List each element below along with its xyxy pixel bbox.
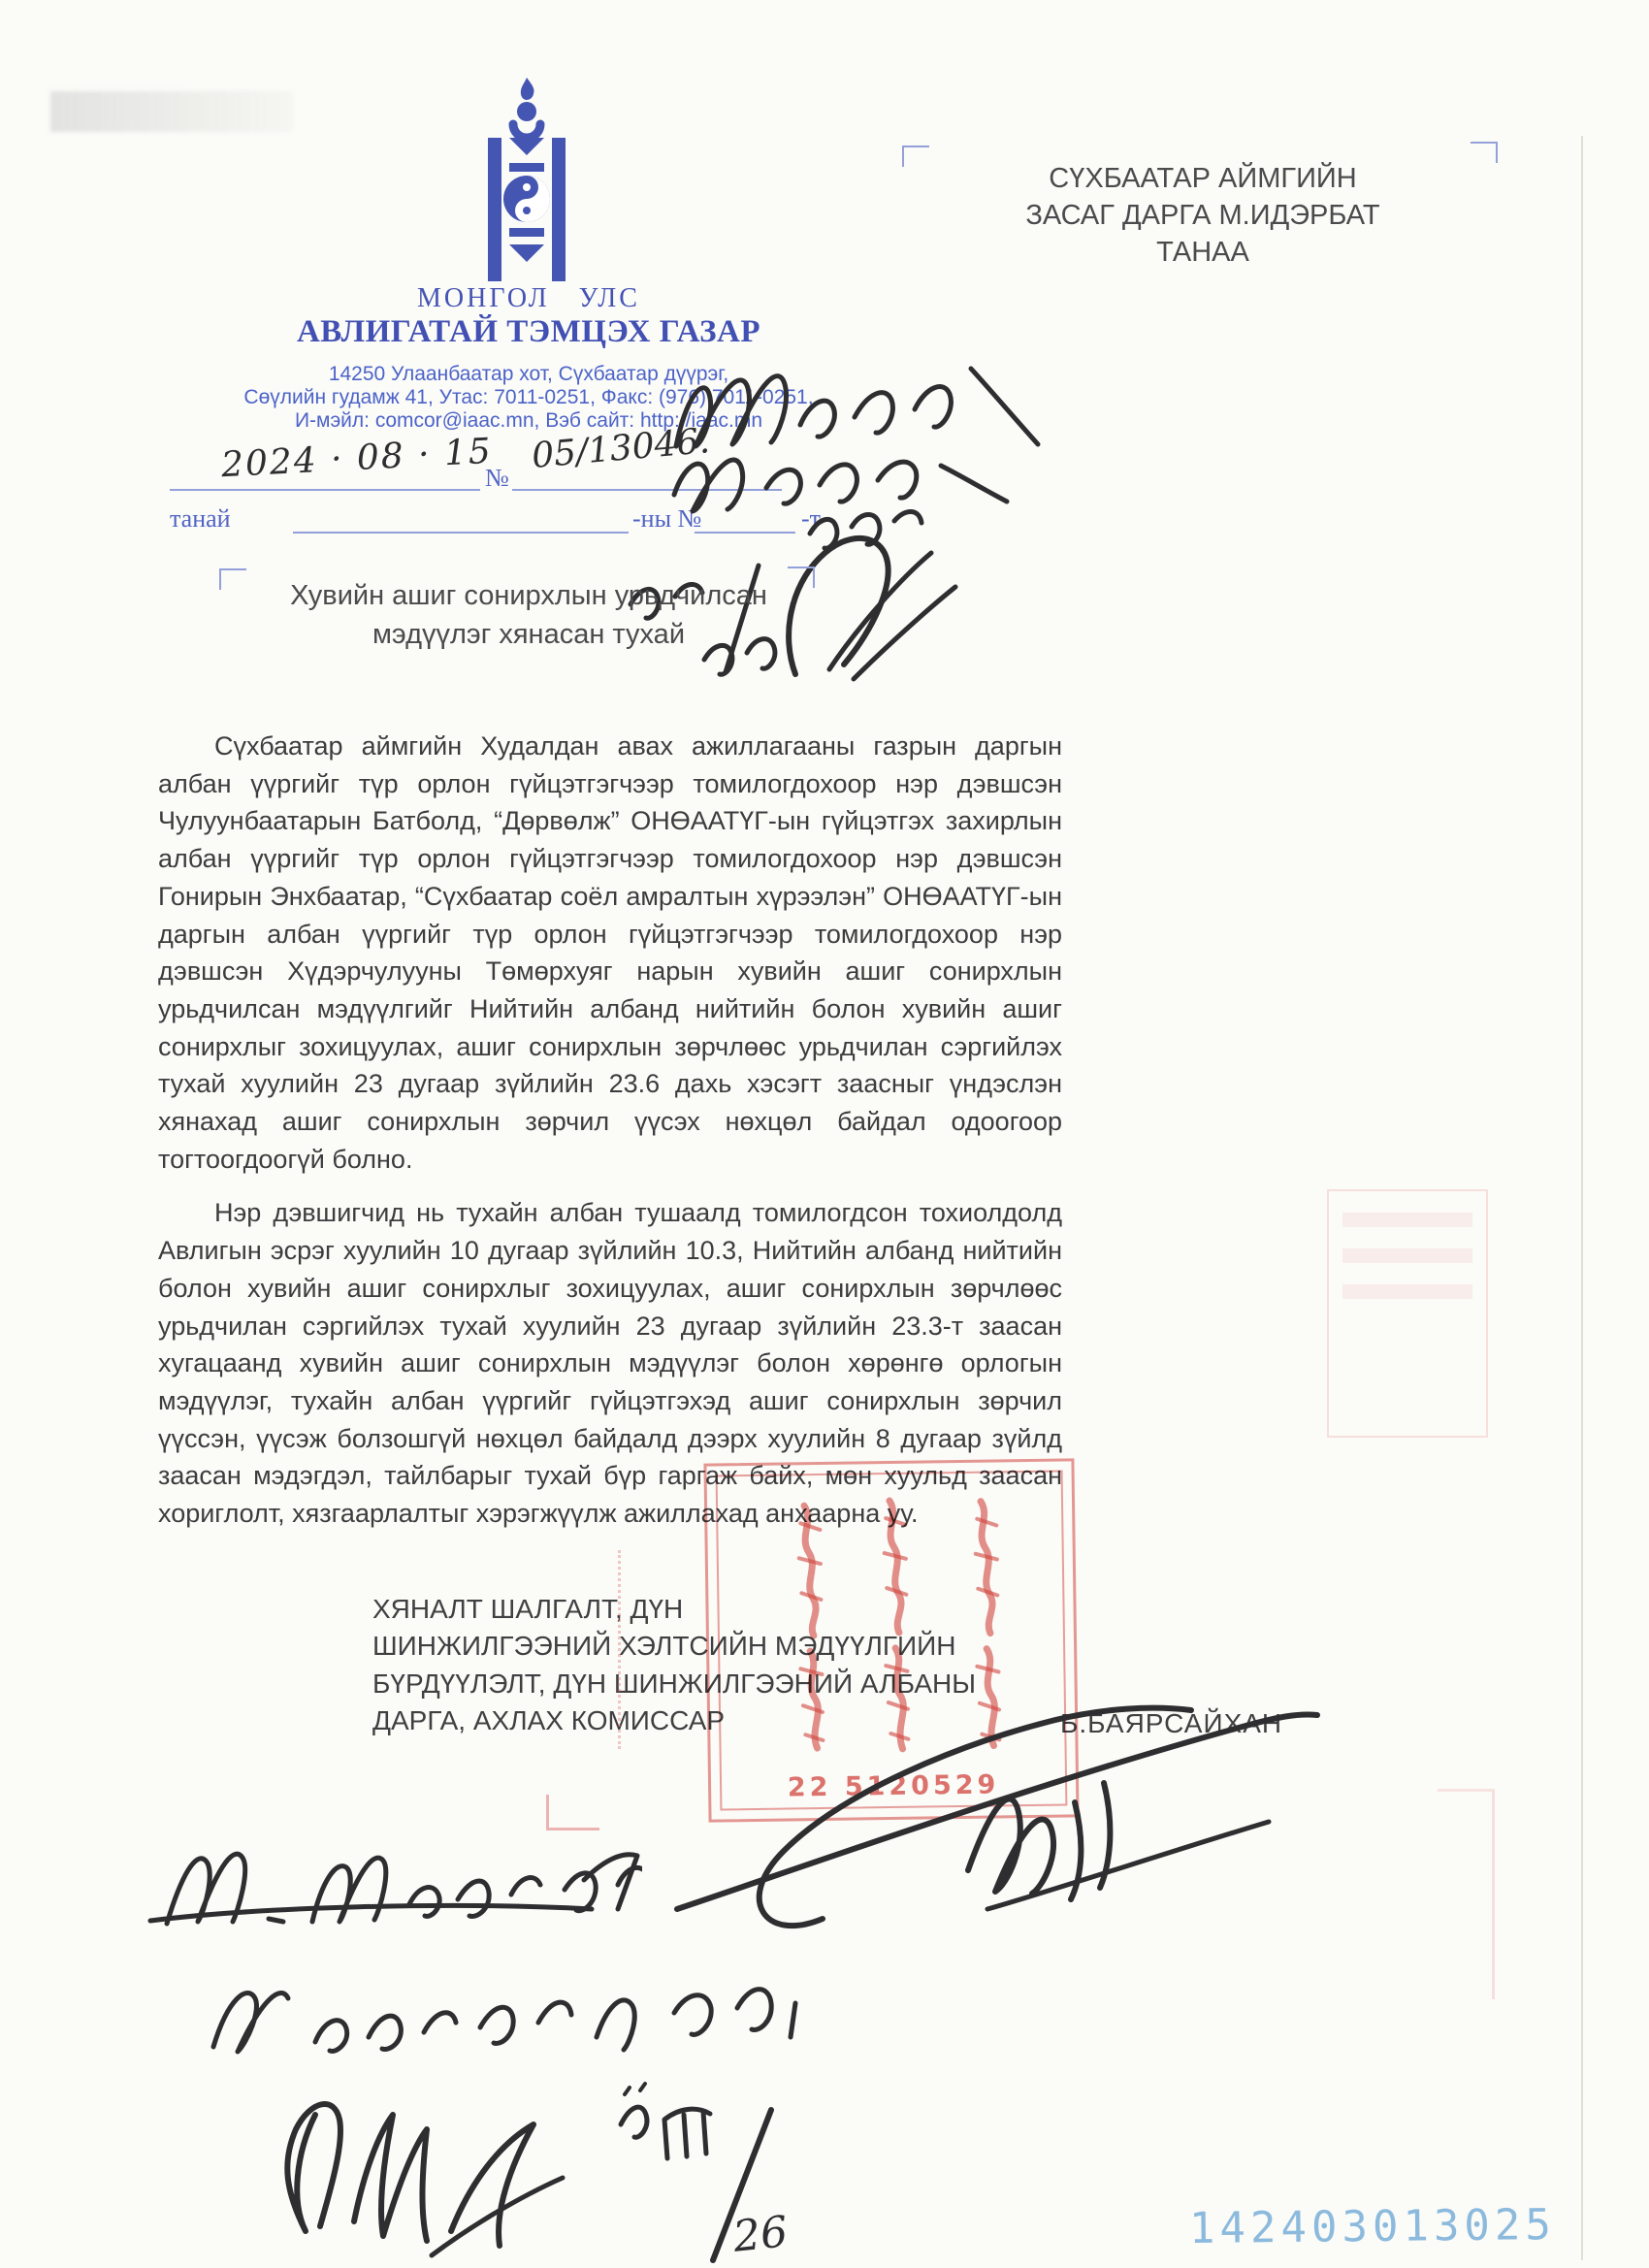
country-name: МОНГОЛ УЛС — [417, 283, 640, 313]
body-paragraph-2: Нэр дэвшигчид нь тухайн албан тушаалд томилогдсон тохиолдолд Авлигын эсрэг хуулийн 10 дугаар зүйлийн 10.3, Нийтийн албанд нийтийн болон хувийн ашиг сонирхлыг зохицуулах, ашиг сонирхлын зөрчлөөс урьдчилан сэргийлэх тухай хуулийн 23 дугаар зүйлийн 23.3-т заасан хугацаанд хувийн ашиг сонирхлын мэдүүлэг болон хөрөнгө орлогын мэдүүлэг, тухайн албан үүргийг гүйцэтгэхэд ашиг сонирхлын зөрчил үүссэн, үүсэж болзошгүй нөхцөл байдалд дээрх хуулийн 8 дугаар зүйлд заасан мэдэгдэл, тайлбарыг тухай бүр гаргаж байх, мөн хуульд заасан хориглолт, хязгаарлалтыг хэрэгжүүлж ажиллахад анхаарна уу. — [158, 1198, 1062, 1529]
your-underline — [293, 506, 629, 534]
scan-edge-line — [1581, 136, 1583, 2260]
to-suffix: -т — [801, 504, 822, 533]
handwritten-page-number: 26 — [730, 2207, 791, 2262]
scan-smudge — [50, 91, 293, 132]
address-line-3: И-мэйл: comcor@iaac.mn, Вэб сайт: http://iaac.mn — [294, 409, 763, 432]
subject-line-2: мэдүүлэг хянасан тухай — [372, 619, 686, 650]
date-underline — [170, 464, 480, 491]
number-sign: № — [485, 464, 509, 492]
subject-line-1: Хувийн ашиг сонирхлын урьдчилсан — [290, 580, 767, 611]
pink-fragment-bar — [1342, 1248, 1472, 1263]
stamp-ghost-line — [618, 1550, 621, 1749]
handwritten-name-underline — [141, 1892, 606, 1935]
stamp-serial-number: 22 5120529 — [787, 1769, 1000, 1803]
your-label: танай — [170, 504, 231, 533]
handwritten-doc-number: 05/13046. — [530, 421, 712, 476]
recipient-block — [912, 160, 1494, 271]
agency-name: АВЛИГАТАЙ ТЭМЦЭХ ГАЗАР — [296, 314, 761, 349]
handwritten-date: 2024 · 08 · 15 — [220, 431, 494, 486]
page-fraction-mark — [582, 2081, 854, 2268]
recipient-line-2: ЗАСАГ ДАРГА М.ИДЭРБАТ — [1025, 200, 1380, 231]
letter-body — [158, 728, 1062, 1549]
pink-fragment-bar — [1342, 1284, 1472, 1299]
commissioner-signature — [648, 1667, 1327, 1948]
body-paragraph-1: Сүхбаатар аймгийн Худалдан авах ажиллагааны газрын даргын албан үүргийг түр орлон гүйцэтгэгчээр томилогдохоор нэр дэвшсэн Чулуунбаатарын Батболд, “Дөрвөлж” ОНӨААТҮГ-ын гүйцэтгэх захирлын албан үүргийг түр орлон гүйцэтгэгчээр томилогдохоор нэр дэвшсэн Гонирын Энхбаатар, “Сүхбаатар соёл амралтын хүрээлэн” ОНӨААТҮГ-ын даргын албан үүргийг түр орлон гүйцэтгэгчээр томилогдохоор нэр дэвшсэн Хүдэрчулууны Төмөрхуяг нарын хувийн ашиг сонирхлын урьдчилсан мэдүүлгийг Нийтийн албанд нийтийн болон хувийн ашиг сонирхлыг зохицуулах, ашиг сонирхлын зөрчлөөс урьдчилан сэргийлэх тухай хуулийн 23 дугаар зүйлийн 23.6 дахь хэсэгт заасныг үндэслэн хянахад ашиг сонирхлын зөрчил үүсэх нөхцөл байдал одоогоор тогтоогдоогүй болно. — [158, 731, 1062, 1174]
signer-name: Б.БАЯРСАЙХАН — [1060, 1708, 1283, 1738]
pink-stamp-fragment-2 — [1438, 1789, 1495, 1999]
recipient-line-1: СҮХБААТАР АЙМГИЙН — [1049, 163, 1357, 194]
handwritten-instruction — [170, 1955, 800, 2066]
your-number-label: -ны № — [632, 504, 702, 533]
registration-number-stamp: 142403013025 — [1188, 2200, 1557, 2253]
address-line-2: Сөүлийн гудамж 41, Утас: 7011-0251, Факс: (976) 7011-0251, — [243, 386, 814, 408]
signer-title-line-4: ДАРГА, АХЛАХ КОМИССАР — [372, 1704, 726, 1735]
iaac-soyombo-emblem — [478, 76, 575, 281]
signer-title-line-3: БҮРДҮҮЛЭЛТ, ДҮН ШИНЖИЛГЭЭНИЙ АЛБАНЫ — [372, 1668, 977, 1699]
pink-fragment-bar — [1342, 1213, 1472, 1227]
recipient-line-3: ТАНАА — [1156, 237, 1249, 268]
signer-title-line-1: ХЯНАЛТ ШАЛГАЛТ, ДҮН — [372, 1594, 684, 1624]
bottom-signature — [247, 2076, 567, 2268]
pink-stamp-fragment — [1327, 1189, 1488, 1438]
address-line-1: 14250 Улаанбаатар хот, Сүхбаатар дүүрэг, — [328, 363, 729, 385]
subject-block — [238, 576, 820, 654]
signer-title-line-2: ШИНЖИЛГЭЭНИЙ ХЭЛТСИЙН МЭДҮҮЛГИЙН — [372, 1631, 956, 1662]
